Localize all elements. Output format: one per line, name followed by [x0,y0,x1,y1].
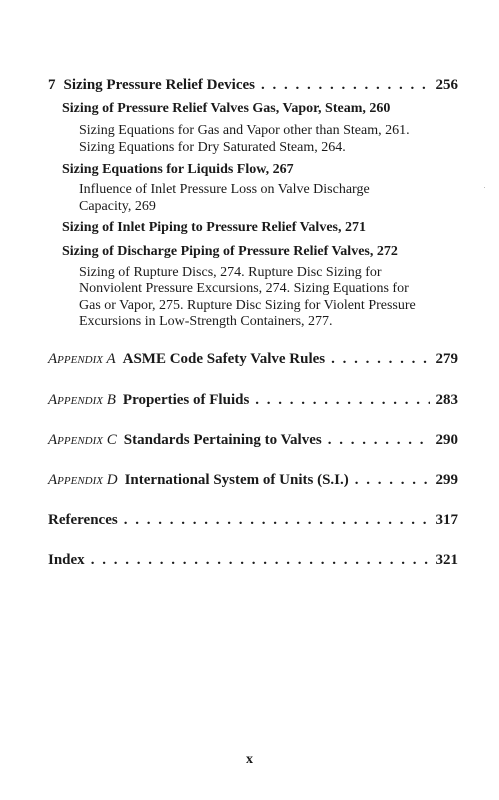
toc-appendix-c [48,432,458,449]
toc-section: Sizing of Pressure Relief Valves Gas, Vapor, Steam, 260 [62,101,391,116]
toc-index [48,552,458,569]
leader-dots [124,512,430,529]
references-page: 317 [435,512,458,528]
leader-dots [328,432,430,449]
references-title: References [48,512,118,528]
appendix-title: Properties of Fluids [122,392,250,408]
page-marker: x [246,752,253,767]
leader-dots [255,392,429,409]
toc-subsection-line: Capacity, 269 [79,199,156,214]
appendix-title: International System of Units (S.I.) [124,472,349,488]
index-title: Index [48,552,85,568]
chapter-page: 256 [435,77,458,93]
chapter-number: 7 [48,77,56,93]
toc-section: Sizing of Inlet Piping to Pressure Relief Valves, 271 [62,220,366,235]
appendix-label: Appendix C [48,432,117,448]
appendix-page: 283 [435,392,458,408]
appendix-page: 290 [435,432,458,448]
toc-subsection-line: Sizing Equations for Dry Saturated Steam, 264. [79,140,346,155]
leader-dots [355,472,430,489]
chapter-title: Sizing Pressure Relief Devices [63,77,255,93]
scan-speck [484,187,485,188]
appendix-page: 299 [435,472,458,488]
leader-dots [91,552,430,569]
appendix-page: 279 [435,351,458,367]
toc-subsection-line: Sizing of Rupture Discs, 274. Rupture Disc Sizing for [79,265,382,280]
toc-subsection-line: Sizing Equations for Gas and Vapor other than Steam, 261. [79,123,410,138]
toc-references [48,512,458,529]
index-page: 321 [435,552,458,568]
toc-subsection-line: Influence of Inlet Pressure Loss on Valve Discharge [79,182,370,197]
toc-appendix-a [48,351,458,368]
toc-subsection-line: Excursions in Low-Strength Containers, 277. [79,314,333,329]
appendix-title: ASME Code Safety Valve Rules [122,351,326,367]
appendix-label: Appendix D [48,472,118,488]
toc-section: Sizing Equations for Liquids Flow, 267 [62,162,294,177]
appendix-label: Appendix A [48,351,116,367]
toc-appendix-d [48,472,458,489]
appendix-title: Standards Pertaining to Valves [123,432,322,448]
toc-subsection-line: Gas or Vapor, 275. Rupture Disc Sizing for Violent Pressure [79,298,416,313]
toc-chapter-7 [48,77,458,94]
toc-appendix-b [48,392,458,409]
appendix-label: Appendix B [48,392,116,408]
leader-dots [331,351,429,368]
leader-dots [261,77,430,94]
toc-subsection-line: Nonviolent Pressure Excursions, 274. Sizing Equations for [79,281,409,296]
toc-section: Sizing of Discharge Piping of Pressure Relief Valves, 272 [62,244,398,259]
